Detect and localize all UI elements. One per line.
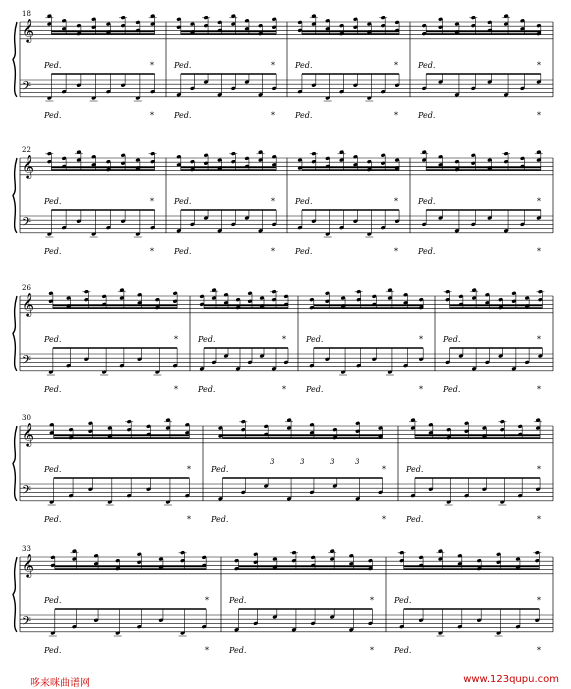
pedal-down-mark: Ped. bbox=[44, 385, 62, 394]
pedal-down-mark: Ped. bbox=[44, 335, 62, 344]
bass-clef: 𝄢 bbox=[22, 80, 32, 96]
pedal-up-mark: * bbox=[150, 197, 154, 206]
pedal-up-mark: * bbox=[537, 61, 541, 70]
treble-clef: 𝄞 bbox=[22, 292, 34, 316]
pedal-down-mark: Ped. bbox=[418, 61, 436, 70]
grand-staff-brace bbox=[13, 158, 17, 233]
treble-clef: 𝄞 bbox=[22, 553, 34, 577]
pedal-down-mark: Ped. bbox=[44, 61, 62, 70]
pedal-up-mark: * bbox=[537, 465, 541, 474]
pedal-up-mark: * bbox=[282, 385, 286, 394]
pedal-up-mark: * bbox=[271, 61, 275, 70]
pedal-down-mark: Ped. bbox=[394, 596, 412, 605]
pedal-down-mark: Ped. bbox=[295, 61, 313, 70]
pedal-up-mark: * bbox=[271, 197, 275, 206]
pedal-down-mark: Ped. bbox=[44, 646, 62, 655]
pedal-up-mark: * bbox=[382, 515, 386, 524]
pedal-up-mark: * bbox=[174, 335, 178, 344]
pedal-down-mark: Ped. bbox=[306, 335, 324, 344]
pedal-up-mark: * bbox=[187, 515, 191, 524]
measure-number-30: 30 bbox=[22, 414, 31, 422]
pedal-up-mark: * bbox=[174, 385, 178, 394]
site-url-watermark: www.123qupu.com bbox=[463, 674, 559, 685]
pedal-up-mark: * bbox=[150, 111, 154, 120]
grand-staff-brace bbox=[13, 426, 17, 501]
bass-clef: 𝄢 bbox=[22, 615, 32, 631]
measure-number-26: 26 bbox=[22, 284, 31, 292]
bass-clef: 𝄢 bbox=[22, 484, 32, 500]
pedal-down-mark: Ped. bbox=[406, 465, 424, 474]
grand-staff-brace bbox=[13, 557, 17, 632]
triplet-numeral: 3 bbox=[300, 458, 305, 466]
pedal-up-mark: * bbox=[537, 335, 541, 344]
pedal-up-mark: * bbox=[537, 596, 541, 605]
treble-clef: 𝄞 bbox=[22, 154, 34, 178]
pedal-down-mark: Ped. bbox=[229, 596, 247, 605]
pedal-down-mark: Ped. bbox=[174, 61, 192, 70]
pedal-up-mark: * bbox=[282, 335, 286, 344]
pedal-down-mark: Ped. bbox=[211, 515, 229, 524]
pedal-down-mark: Ped. bbox=[295, 247, 313, 256]
pedal-down-mark: Ped. bbox=[198, 335, 216, 344]
measure-number-33: 33 bbox=[22, 545, 31, 553]
treble-clef: 𝄞 bbox=[22, 18, 34, 42]
pedal-down-mark: Ped. bbox=[174, 247, 192, 256]
pedal-up-mark: * bbox=[205, 596, 209, 605]
treble-clef: 𝄞 bbox=[22, 422, 34, 446]
pedal-up-mark: * bbox=[419, 385, 423, 394]
pedal-down-mark: Ped. bbox=[229, 646, 247, 655]
pedal-up-mark: * bbox=[537, 247, 541, 256]
site-name-watermark: 哆来咪曲谱网 bbox=[30, 678, 90, 689]
measure-number-22: 22 bbox=[22, 146, 31, 154]
pedal-up-mark: * bbox=[419, 335, 423, 344]
pedal-down-mark: Ped. bbox=[443, 335, 461, 344]
pedal-down-mark: Ped. bbox=[211, 465, 229, 474]
pedal-up-mark: * bbox=[271, 247, 275, 256]
pedal-down-mark: Ped. bbox=[198, 385, 216, 394]
pedal-up-mark: * bbox=[370, 596, 374, 605]
pedal-up-mark: * bbox=[394, 247, 398, 256]
pedal-down-mark: Ped. bbox=[174, 111, 192, 120]
triplet-numeral: 3 bbox=[355, 458, 360, 466]
pedal-up-mark: * bbox=[394, 61, 398, 70]
pedal-up-mark: * bbox=[537, 385, 541, 394]
pedal-up-mark: * bbox=[537, 646, 541, 655]
pedal-up-mark: * bbox=[382, 465, 386, 474]
pedal-down-mark: Ped. bbox=[394, 646, 412, 655]
pedal-up-mark: * bbox=[370, 646, 374, 655]
triplet-numeral: 3 bbox=[330, 458, 335, 466]
pedal-down-mark: Ped. bbox=[295, 197, 313, 206]
pedal-down-mark: Ped. bbox=[443, 385, 461, 394]
pedal-up-mark: * bbox=[537, 515, 541, 524]
pedal-up-mark: * bbox=[150, 247, 154, 256]
pedal-up-mark: * bbox=[394, 197, 398, 206]
pedal-down-mark: Ped. bbox=[174, 197, 192, 206]
pedal-down-mark: Ped. bbox=[44, 197, 62, 206]
pedal-up-mark: * bbox=[537, 197, 541, 206]
pedal-down-mark: Ped. bbox=[44, 111, 62, 120]
pedal-down-mark: Ped. bbox=[44, 596, 62, 605]
pedal-up-mark: * bbox=[205, 646, 209, 655]
pedal-down-mark: Ped. bbox=[406, 515, 424, 524]
bass-clef: 𝄢 bbox=[22, 354, 32, 370]
pedal-down-mark: Ped. bbox=[295, 111, 313, 120]
pedal-up-mark: * bbox=[271, 111, 275, 120]
pedal-down-mark: Ped. bbox=[44, 515, 62, 524]
grand-staff-brace bbox=[13, 22, 17, 97]
pedal-up-mark: * bbox=[150, 61, 154, 70]
pedal-up-mark: * bbox=[537, 111, 541, 120]
pedal-up-mark: * bbox=[187, 465, 191, 474]
grand-staff-brace bbox=[13, 296, 17, 371]
bass-clef: 𝄢 bbox=[22, 216, 32, 232]
measure-number-18: 18 bbox=[22, 10, 31, 18]
triplet-numeral: 3 bbox=[270, 458, 275, 466]
pedal-down-mark: Ped. bbox=[44, 247, 62, 256]
pedal-down-mark: Ped. bbox=[44, 465, 62, 474]
pedal-down-mark: Ped. bbox=[418, 197, 436, 206]
pedal-down-mark: Ped. bbox=[418, 111, 436, 120]
pedal-down-mark: Ped. bbox=[306, 385, 324, 394]
pedal-down-mark: Ped. bbox=[418, 247, 436, 256]
pedal-up-mark: * bbox=[394, 111, 398, 120]
